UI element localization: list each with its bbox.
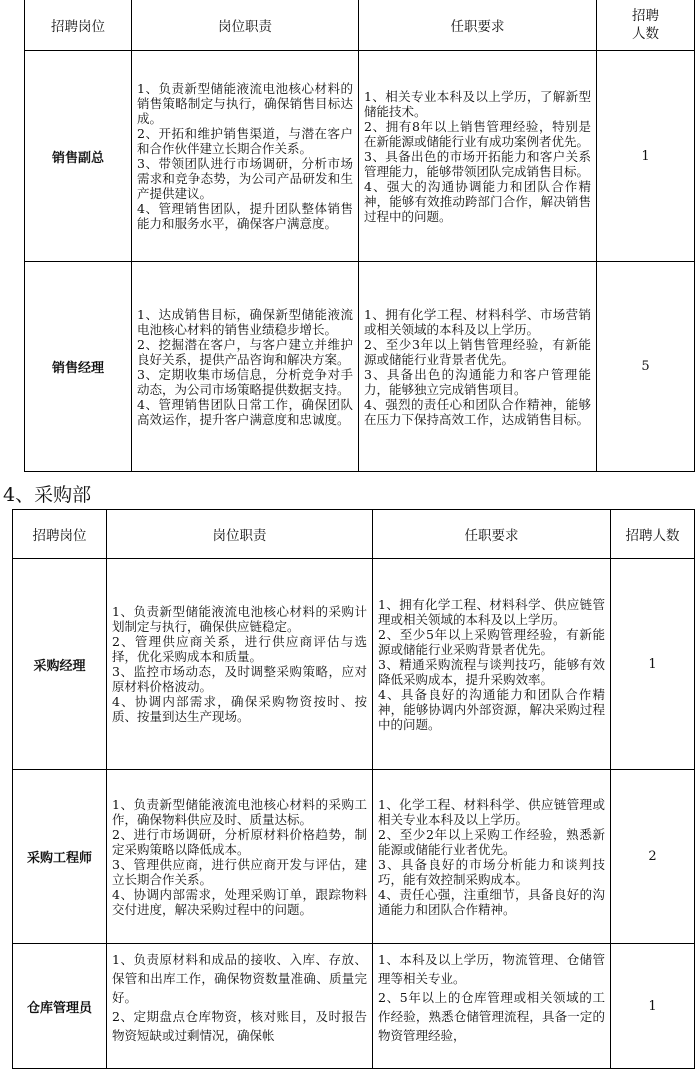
position-cell: 销售经理 <box>25 262 132 472</box>
count-cell: 2 <box>611 770 695 944</box>
header-count: 招聘 人数 <box>597 0 695 51</box>
header-requirements: 任职要求 <box>373 510 611 559</box>
position-cell: 销售副总 <box>25 51 132 262</box>
position-cell: 仓库管理员 <box>13 944 107 1069</box>
table-row <box>13 770 695 944</box>
sales-table <box>24 0 695 472</box>
header-requirements: 任职要求 <box>359 0 597 51</box>
duties-cell: 1、达成销售目标，确保新型储能液流电池核心材料的销售业绩稳步增长。 2、挖掘潜在客户，与客户建立并维护良好关系，提供产品咨询和解决方案。 3、定期收集市场信息，分析竞争对手动态，为公司市场策略提供数据支持。 4、管理销售团队日常工作，确保团队高效运作，提升客户满意度和忠诚度。 <box>132 262 359 472</box>
count-cell: 1 <box>611 559 695 770</box>
duties-cell: 1、负责新型储能液流电池核心材料的采购计划制定与执行，确保供应链稳定。 2、管理供应商关系，进行供应商评估与选择，优化采购成本和质量。 3、监控市场动态，及时调整采购策略，应对原材料价格波动。 4、协调内部需求，确保采购物资按时、按质、按量到达生产现场。 <box>107 559 373 770</box>
table-row <box>25 51 695 262</box>
requirements-cell: 1、拥有化学工程、材料科学、供应链管理或相关领域的本科及以上学历。 2、至少5年以上采购管理经验，有新能源或储能行业采购背景者优先。 3、精通采购流程与谈判技巧，能够有效降低采购成本，提升采购效率。 4、具备良好的沟通能力和团队合作精神，能够协调内外部资源，解决采购过程中的问题。 <box>373 559 611 770</box>
requirements-cell: 1、拥有化学工程、材料科学、市场营销或相关领域的本科及以上学历。 2、至少3年以上销售管理经验，有新能源或储能行业背景者优先。 3、具备出色的沟通能力和客户管理能力，能够独立完成销售项目。 4、强烈的责任心和团队合作精神，能够在压力下保持高效工作，达成销售目标。 <box>359 262 597 472</box>
table-row <box>13 944 695 1069</box>
header-position: 招聘岗位 <box>13 510 107 559</box>
procurement-table <box>12 509 695 1069</box>
count-cell: 5 <box>597 262 695 472</box>
table-row <box>25 262 695 472</box>
requirements-cell: 1、化学工程、材料科学、供应链管理或相关专业本科及以上学历。 2、至少2年以上采购工作经验，熟悉新能源或储能行业者优先。 3、具备良好的市场分析能力和谈判技巧，能有效控制采购成本。 4、责任心强，注重细节，具备良好的沟通能力和团队合作精神。 <box>373 770 611 944</box>
header-duties: 岗位职责 <box>132 0 359 51</box>
table-row <box>13 559 695 770</box>
header-position: 招聘岗位 <box>25 0 132 51</box>
header-duties: 岗位职责 <box>107 510 373 559</box>
section-title: 4、采购部 <box>3 484 92 506</box>
position-cell: 采购经理 <box>13 559 107 770</box>
requirements-cell: 1、本科及以上学历，物流管理、仓储管理等相关专业。 2、5年以上的仓库管理或相关领域的工作经验，熟悉仓储管理流程，具备一定的物资管理经验， <box>373 944 611 1069</box>
count-cell: 1 <box>611 944 695 1069</box>
duties-cell: 1、负责原材料和成品的接收、入库、存放、保管和出库工作，确保物资数量准确、质量完好。 2、定期盘点仓库物资，核对账目，及时报告物资短缺或过剩情况，确保帐 <box>107 944 373 1069</box>
duties-cell: 1、负责新型储能液流电池核心材料的销售策略制定与执行，确保销售目标达成。 2、开拓和维护销售渠道，与潜在客户和合作伙伴建立长期合作关系。 3、带领团队进行市场调研，分析市场需求和竞争态势，为公司产品研发和生产提供建议。 4、管理销售团队，提升团队整体销售能力和服务水平，确保客户满意度。 <box>132 51 359 262</box>
duties-cell: 1、负责新型储能液流电池核心材料的采购工作，确保物料供应及时、质量达标。 2、进行市场调研，分析原材料价格趋势，制定采购策略以降低成本。 3、管理供应商，进行供应商开发与评估，建立长期合作关系。 4、协调内部需求，处理采购订单，跟踪物料交付进度，解决采购过程中的问题。 <box>107 770 373 944</box>
count-cell: 1 <box>597 51 695 262</box>
requirements-cell: 1、相关专业本科及以上学历，了解新型储能技术。 2、拥有8年以上销售管理经验，特别是在新能源或储能行业有成功案例者优先。 3、具备出色的市场开拓能力和客户关系管理能力，能够带领团队完成销售目标。 4、强大的沟通协调能力和团队合作精神，能够有效推动跨部门合作，解决销售过程中的问题。 <box>359 51 597 262</box>
header-count: 招聘人数 <box>611 510 695 559</box>
position-cell: 采购工程师 <box>13 770 107 944</box>
